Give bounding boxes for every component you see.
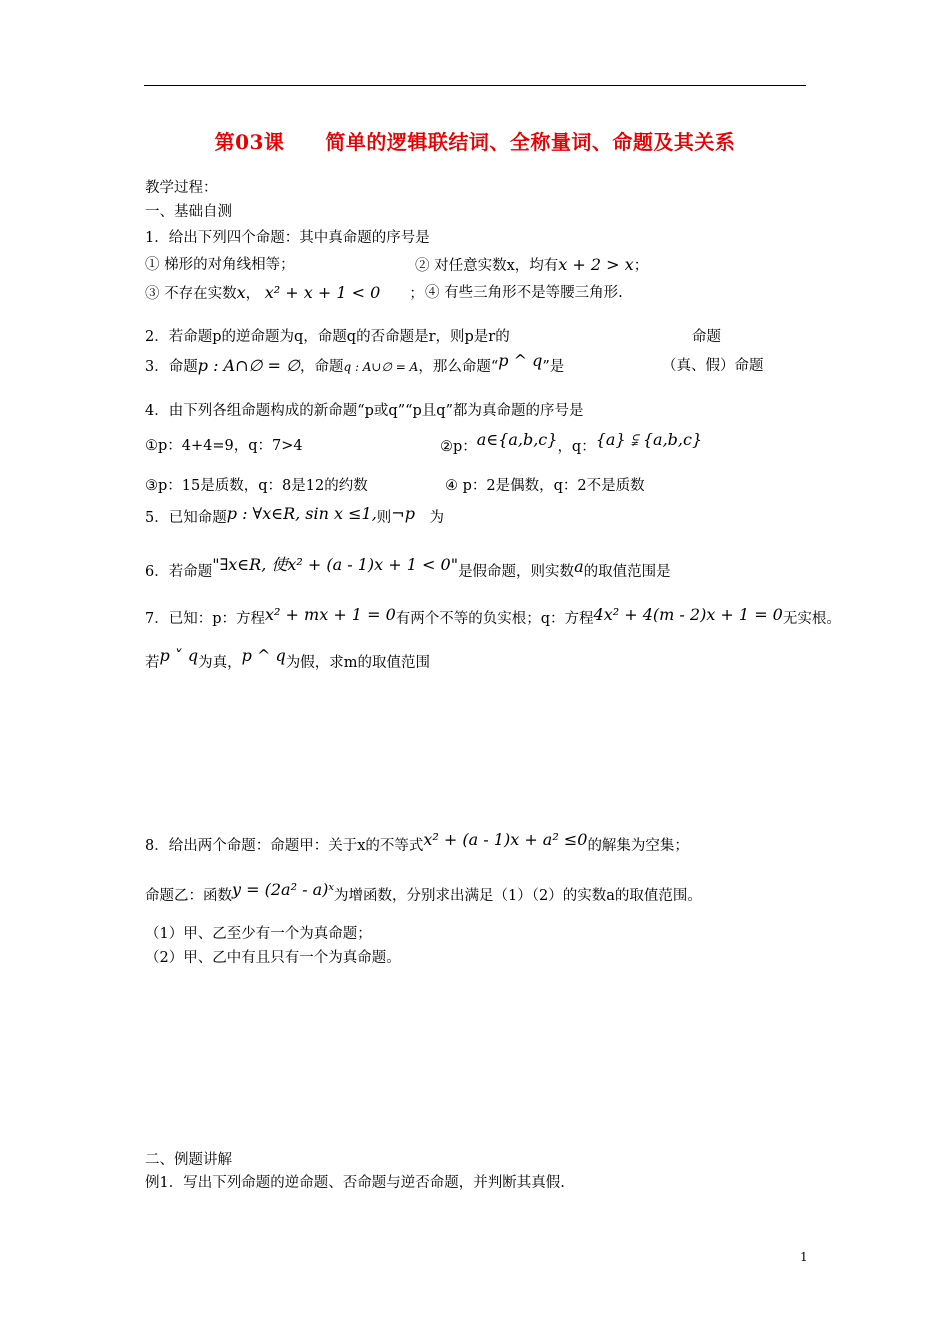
q8-text: 8．给出两个命题：命题甲：关于x的不等式x² + (a - 1)x + a² ≤0的解集为空集； (145, 830, 689, 854)
q1-option-3: ③ 不存在实数x， x² + x + 1 < 0 ； (145, 283, 424, 302)
q4-option-2: ②p：a∈{a,b,c}，q：{a} ⫋ {a,b,c} (440, 430, 703, 455)
q1-option-3-formula: x² + x + 1 < 0 (264, 283, 381, 302)
q8-part-2: （2）甲、乙中有且只有一个为真命题。 (145, 950, 401, 966)
q4-option-3: ③p：15是质数，q：8是12的约数 (145, 478, 368, 494)
section-heading-1: 一、基础自测 (145, 204, 232, 220)
q1-option-2: ② 对任意实数x，均有x + 2 > x； (415, 255, 649, 274)
q4-option-4: ④ p：2是偶数，q：2不是质数 (445, 478, 645, 494)
header-rule (144, 85, 806, 86)
q1-stem: 1．给出下列四个命题：其中真命题的序号是 (145, 230, 430, 246)
q2-text: 2．若命题p的逆命题为q，命题q的否命题是r，则p是r的 (145, 329, 510, 345)
q8-prop-b: 命题乙：函数y = (2a² - a)ˣ为增函数，分别求出满足（1）（2）的实数a的取值范围。 (145, 880, 702, 904)
q1-option-4: ④ 有些三角形不是等腰三角形. (425, 285, 623, 301)
q5-text: 5．已知命题p : ∀x∈R, sin x ≤1,则¬p 为 (145, 504, 444, 526)
section-heading-2: 二、例题讲解 (145, 1152, 232, 1168)
q4-stem: 4．由下列各组命题构成的新命题“p或q”“p且q”都为真命题的序号是 (145, 403, 584, 419)
page-number: 1 (800, 1250, 808, 1264)
process-label: 教学过程： (145, 180, 218, 196)
q7-condition: 若p ˅ q为真，p ^ q为假，求m的取值范围 (145, 646, 430, 671)
example-1: 例1．写出下列命题的逆命题、否命题与逆否命题，并判断其真假. (145, 1175, 565, 1191)
q6-text: 6．若命题"∃x∈R, 使x² + (a - 1)x + 1 < 0"是假命题，则实数a的取值范围是 (145, 555, 671, 580)
q1-option-1: ① 梯形的对角线相等； (145, 257, 295, 273)
q2-tail: 命题 (692, 329, 721, 345)
q8-part-1: （1）甲、乙至少有一个为真命题； (145, 926, 372, 942)
q7-text: 7．已知：p：方程x² + mx + 1 = 0有两个不等的负实根；q：方程4x² + 4(m - 2)x + 1 = 0无实根。 (145, 605, 841, 627)
q1-option-2-formula: x + 2 > x (558, 255, 634, 274)
page-title: 第03课 简单的逻辑联结词、全称量词、命题及其关系 (214, 130, 736, 154)
q3-tail: （真、假）命题 (662, 358, 764, 374)
q4-option-1: ①p：4+4=9，q：7>4 (145, 438, 303, 454)
q3-text: 3．命题p : A∩∅ = ∅，命题q : A∪∅ = A，那么命题“p ^ q”是 (145, 351, 565, 375)
